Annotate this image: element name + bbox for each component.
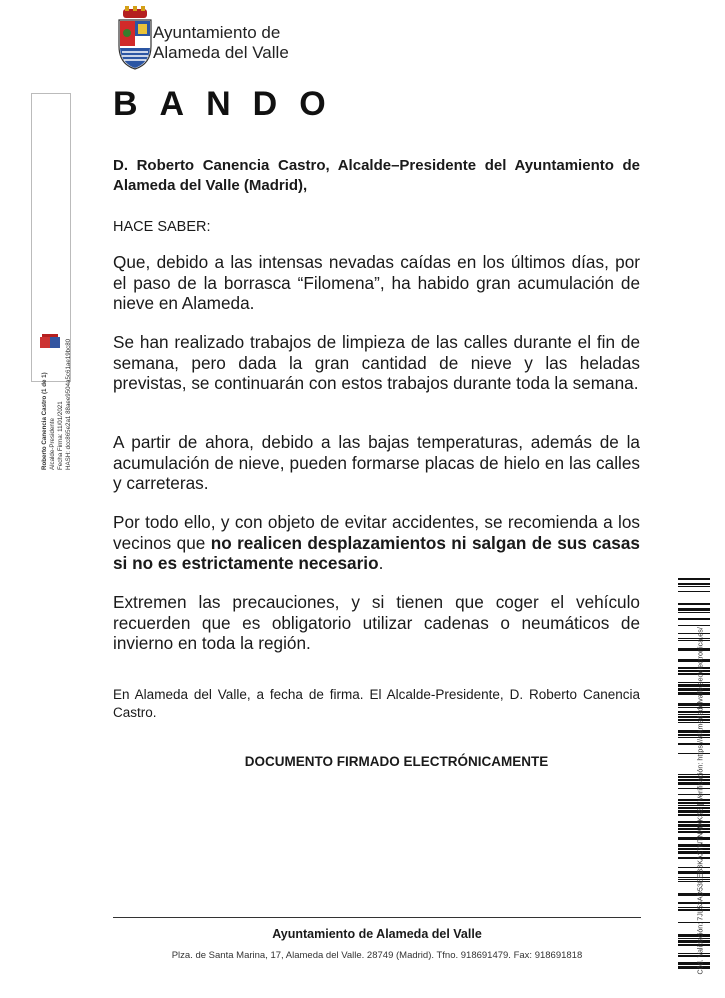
coat-of-arms-icon <box>113 6 157 70</box>
paragraph-2: Se han realizado trabajos de limpieza de las calles durante el fin de semana, pero dada la gran cantidad de nieve y las heladas previstas, se continuarán con estos trabajos durante toda la semana. <box>113 332 640 393</box>
footer-org: Ayuntamiento de Alameda del Valle <box>272 927 482 941</box>
paragraph-3: A partir de ahora, debido a las bajas temperaturas, además de la acumulación de nieve, pueden formarse placas de hielo en las calles y carreteras. <box>113 432 640 493</box>
signature-stamp-text: Roberto Canencia Castro (1 de 1) Alcalde-Presidente Fecha Firma: 11/01/2021 HASH: dcc865e2a1 88aee9504a5c61ae19bc80 <box>41 338 72 470</box>
org-name: Ayuntamiento de Alameda del Valle <box>153 23 289 62</box>
signature-stamp <box>31 93 72 470</box>
footer-address: Plza. de Santa Marina, 17, Alameda del Valle. 28749 (Madrid). Tfno. 918691479. Fax: 918691818 <box>171 950 583 961</box>
hace-saber: HACE SABER: <box>113 219 211 235</box>
barcode-icon <box>678 578 710 969</box>
intro-paragraph: D. Roberto Canencia Castro, Alcalde–Presidente del Ayuntamiento de Alameda del Valle (Madrid), <box>113 157 640 194</box>
paragraph-1: Que, debido a las intensas nevadas caídas en los últimos días, por el paso de la borrasca “Filomena”, ha habido gran acumulación de nieve en Alameda. <box>113 252 640 313</box>
document-title: BANDO <box>113 85 348 123</box>
paragraph-4-emphasis: no realicen desplazamientos ni salgan de sus casas si no es estrictamente necesario <box>113 532 640 573</box>
signed-notice: DOCUMENTO FIRMADO ELECTRÓNICAMENTE <box>244 754 549 769</box>
paragraph-4: Por todo ello, y con objeto de evitar accidentes, se recomienda a los vecinos que no realicen desplazamientos ni salgan de sus casas si no es estrictamente necesario. <box>113 512 640 573</box>
footer-divider <box>113 917 641 918</box>
verification-text: Cód. Validación: 7JL53AD53EEB3KA27NTNMXKSS | Verificación: https://alamedadelvalle.sedelectronica.es/ <box>695 627 705 975</box>
paragraph-5: Extremen las precauciones, y si tienen que coger el vehículo recuerden que es obligatorio utilizar cadenas o neumáticos de invierno en toda la región. <box>113 592 640 653</box>
closing-paragraph: En Alameda del Valle, a fecha de firma. El Alcalde-Presidente, D. Roberto Canencia Castro. <box>113 687 640 720</box>
stamp-crest-icon <box>38 334 64 350</box>
